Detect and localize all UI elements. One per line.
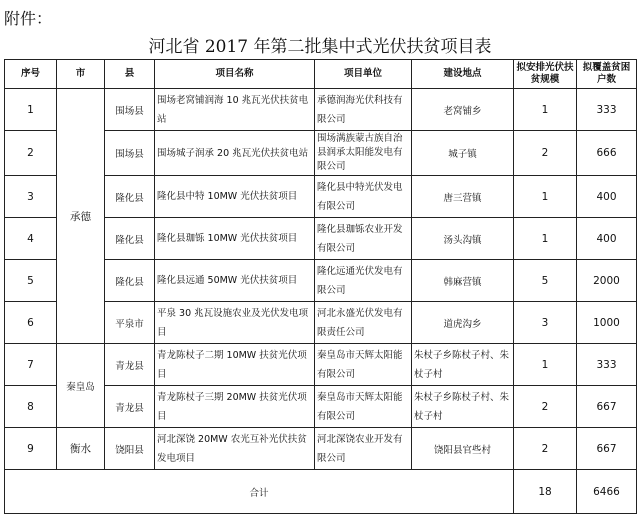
header-project-unit: 项目单位 <box>315 60 412 89</box>
households-cell: 400 <box>577 218 637 260</box>
scale-cell: 2 <box>514 386 577 428</box>
table-row <box>5 89 637 131</box>
project-name-cell: 隆化县中特 10MW 光伏扶贫项目 <box>155 176 315 218</box>
row-no: 2 <box>5 131 57 176</box>
scale-cell: 2 <box>514 131 577 176</box>
county-cell: 隆化县 <box>105 218 155 260</box>
city-cell: 秦皇岛 <box>57 344 105 428</box>
site-cell: 汤头沟镇 <box>412 218 514 260</box>
site-cell: 朱杖子乡陈杖子村、朱杖子村 <box>412 386 514 428</box>
households-cell: 333 <box>577 89 637 131</box>
project-table <box>4 59 637 514</box>
scale-cell: 1 <box>514 89 577 131</box>
header-project-name: 项目名称 <box>155 60 315 89</box>
project-name-cell: 隆化县远通 50MW 光伏扶贫项目 <box>155 260 315 302</box>
scale-cell: 5 <box>514 260 577 302</box>
total-label: 合计 <box>5 470 514 514</box>
project-unit-cell: 围场满族蒙古族自治县润承太阳能发电有限公司 <box>315 131 412 176</box>
county-cell: 隆化县 <box>105 260 155 302</box>
row-no: 7 <box>5 344 57 386</box>
header-scale: 拟安排光伏扶贫规模 <box>514 60 577 89</box>
county-cell: 平泉市 <box>105 302 155 344</box>
table-row <box>5 428 637 470</box>
scale-cell: 2 <box>514 428 577 470</box>
site-cell: 城子镇 <box>412 131 514 176</box>
site-cell: 朱杖子乡陈杖子村、朱杖子村 <box>412 344 514 386</box>
row-no: 8 <box>5 386 57 428</box>
site-cell: 道虎沟乡 <box>412 302 514 344</box>
table-row <box>5 344 637 386</box>
header-row <box>5 60 637 89</box>
project-unit-cell: 隆化县珈铄农业开发有限公司 <box>315 218 412 260</box>
total-row <box>5 470 637 514</box>
county-cell: 青龙县 <box>105 386 155 428</box>
project-name-cell: 围场城子润承 20 兆瓦光伏扶贫电站 <box>155 131 315 176</box>
project-unit-cell: 隆化远通光伏发电有限公司 <box>315 260 412 302</box>
total-households: 6466 <box>577 470 637 514</box>
project-unit-cell: 隆化县中特光伏发电有限公司 <box>315 176 412 218</box>
project-unit-cell: 承德润海光伏科技有限公司 <box>315 89 412 131</box>
project-name-cell: 隆化县珈铄 10MW 光伏扶贫项目 <box>155 218 315 260</box>
row-no: 5 <box>5 260 57 302</box>
project-unit-cell: 秦皇岛市天辉太阳能有限公司 <box>315 344 412 386</box>
scale-cell: 1 <box>514 344 577 386</box>
row-no: 4 <box>5 218 57 260</box>
county-cell: 围场县 <box>105 89 155 131</box>
households-cell: 667 <box>577 386 637 428</box>
county-cell: 围场县 <box>105 131 155 176</box>
site-cell: 唐三营镇 <box>412 176 514 218</box>
header-county: 县 <box>105 60 155 89</box>
scale-cell: 1 <box>514 218 577 260</box>
city-cell: 承德 <box>57 89 105 344</box>
total-scale: 18 <box>514 470 577 514</box>
scale-cell: 1 <box>514 176 577 218</box>
row-no: 9 <box>5 428 57 470</box>
project-name-cell: 平泉 30 兆瓦设施农业及光伏发电项目 <box>155 302 315 344</box>
header-site: 建设地点 <box>412 60 514 89</box>
site-cell: 老窝铺乡 <box>412 89 514 131</box>
project-name-cell: 河北深饶 20MW 农光互补光伏扶贫发电项目 <box>155 428 315 470</box>
row-no: 1 <box>5 89 57 131</box>
county-cell: 青龙县 <box>105 344 155 386</box>
site-cell: 饶阳县官些村 <box>412 428 514 470</box>
header-households: 拟覆盖贫困户数 <box>577 60 637 89</box>
county-cell: 隆化县 <box>105 176 155 218</box>
scale-cell: 3 <box>514 302 577 344</box>
city-cell: 衡水 <box>57 428 105 470</box>
county-cell: 饶阳县 <box>105 428 155 470</box>
households-cell: 333 <box>577 344 637 386</box>
site-cell: 韩麻营镇 <box>412 260 514 302</box>
households-cell: 1000 <box>577 302 637 344</box>
households-cell: 400 <box>577 176 637 218</box>
project-name-cell: 青龙陈杖子三期 20MW 扶贫光伏项目 <box>155 386 315 428</box>
project-name-cell: 青龙陈杖子二期 10MW 扶贫光伏项目 <box>155 344 315 386</box>
project-unit-cell: 河北永盛光伏发电有限责任公司 <box>315 302 412 344</box>
households-cell: 666 <box>577 131 637 176</box>
households-cell: 667 <box>577 428 637 470</box>
project-unit-cell: 河北深饶农业开发有限公司 <box>315 428 412 470</box>
header-city: 市 <box>57 60 105 89</box>
project-name-cell: 围场老窝铺润海 10 兆瓦光伏扶贫电站 <box>155 89 315 131</box>
project-unit-cell: 秦皇岛市天辉太阳能有限公司 <box>315 386 412 428</box>
table-title: 河北省 2017 年第二批集中式光伏扶贫项目表 <box>148 37 492 57</box>
header-no: 序号 <box>5 60 57 89</box>
row-no: 6 <box>5 302 57 344</box>
row-no: 3 <box>5 176 57 218</box>
households-cell: 2000 <box>577 260 637 302</box>
attachment-label: 附件： <box>4 9 53 28</box>
